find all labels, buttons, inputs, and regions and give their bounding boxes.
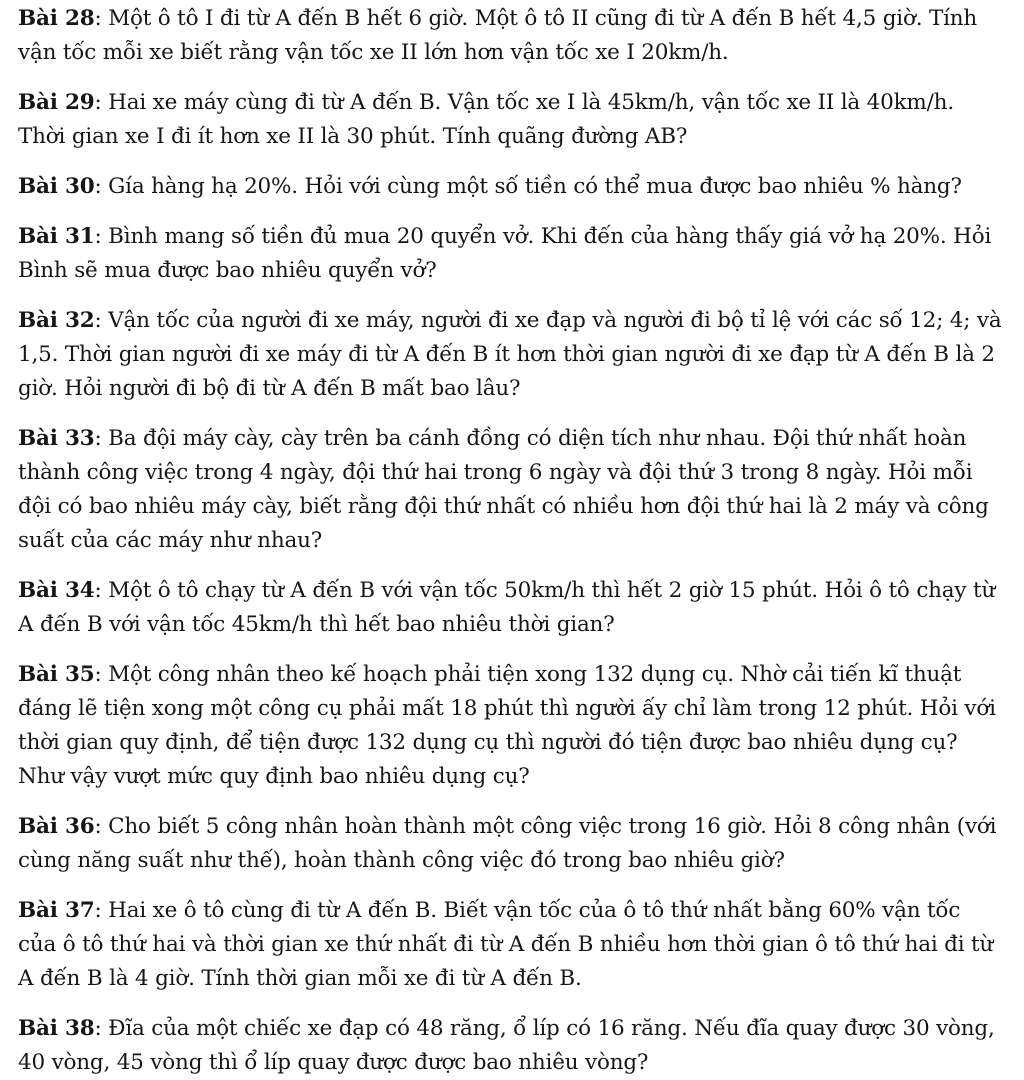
problem-text: : Đĩa của một chiếc xe đạp có 48 răng, ổ líp có 16 răng. Nếu đĩa quay được 30 vòng, 40 vòng, 45 vòng thì ổ líp quay được được bao nhiêu vòng? — [18, 1016, 995, 1075]
problem-text: : Hai xe máy cùng đi từ A đến B. Vận tốc xe I là 45km/h, vận tốc xe II là 40km/h. Thời gian xe I đi ít hơn xe II là 30 phút. Tính quãng đường AB? — [18, 90, 954, 149]
problem-35 — [18, 658, 1002, 794]
problem-label: Bài 31 — [18, 224, 95, 249]
problem-text: : Một ô tô chạy từ A đến B với vận tốc 50km/h thì hết 2 giờ 15 phút. Hỏi ô tô chạy từ A đến B với vận tốc 45km/h thì hết bao nhiêu thời gian? — [18, 578, 996, 637]
problem-text: : Một ô tô I đi từ A đến B hết 6 giờ. Một ô tô II cũng đi từ A đến B hết 4,5 giờ. Tính vận tốc mỗi xe biết rằng vận tốc xe II lớn hơn vận tốc xe I 20km/h. — [18, 6, 978, 65]
problem-text: : Vận tốc của người đi xe máy, người đi xe đạp và người đi bộ tỉ lệ với các số 12; 4; và 1,5. Thời gian người đi xe máy đi từ A đến B ít hơn thời gian người đi xe đạp từ A đến B là 2 giờ. Hỏi người đi bộ đi từ A đến B mất bao lâu? — [18, 308, 1002, 401]
problem-label: Bài 34 — [18, 578, 95, 603]
problem-label: Bài 37 — [18, 898, 95, 923]
problem-37 — [18, 894, 1002, 996]
problem-34 — [18, 574, 1002, 642]
problem-text: : Bình mang số tiền đủ mua 20 quyển vở. Khi đến của hàng thấy giá vở hạ 20%. Hỏi Bình sẽ mua được bao nhiêu quyển vở? — [18, 224, 992, 283]
problem-label: Bài 33 — [18, 426, 95, 451]
problem-text: : Gía hàng hạ 20%. Hỏi với cùng một số tiền có thể mua được bao nhiêu % hàng? — [94, 174, 962, 199]
problem-label: Bài 36 — [18, 814, 95, 839]
problem-38 — [18, 1012, 1002, 1080]
problem-label: Bài 28 — [18, 6, 95, 31]
problem-text: : Ba đội máy cày, cày trên ba cánh đồng có diện tích như nhau. Đội thứ nhất hoàn thành công việc trong 4 ngày, đội thứ hai trong 6 ngày và đội thứ 3 trong 8 ngày. Hỏi mỗi đội có bao nhiêu máy cày, biết rằng đội thứ nhất có nhiều hơn đội thứ hai là 2 máy và công suất của các máy như nhau? — [18, 426, 989, 553]
problem-label: Bài 38 — [18, 1016, 95, 1041]
problem-label: Bài 32 — [18, 308, 95, 333]
problem-label: Bài 35 — [18, 662, 95, 687]
problem-36 — [18, 810, 1002, 878]
problem-32 — [18, 304, 1002, 406]
problem-text: : Cho biết 5 công nhân hoàn thành một công việc trong 16 giờ. Hỏi 8 công nhân (với cùng năng suất như thế), hoàn thành công việc đó trong bao nhiêu giờ? — [18, 814, 997, 873]
problem-text: : Một công nhân theo kế hoạch phải tiện xong 132 dụng cụ. Nhờ cải tiến kĩ thuật đáng lẽ tiện xong một công cụ phải mất 18 phút thì người ấy chỉ làm trong 12 phút. Hỏi với thời gian quy định, để tiện được 132 dụng cụ thì người đó tiện được bao nhiêu dụng cụ? Như vậy vượt mức quy định bao nhiêu dụng cụ? — [18, 662, 996, 789]
problem-label: Bài 30 — [18, 174, 95, 199]
problem-30 — [18, 170, 1002, 204]
problem-33 — [18, 422, 1002, 558]
problem-29 — [18, 86, 1002, 154]
problem-text: : Hai xe ô tô cùng đi từ A đến B. Biết vận tốc của ô tô thứ nhất bằng 60% vận tốc của ô tô thứ hai và thời gian xe thứ nhất đi từ A đến B nhiều hơn thời gian ô tô thứ hai đi từ A đến B là 4 giờ. Tính thời gian mỗi xe đi từ A đến B. — [18, 898, 994, 991]
problem-31 — [18, 220, 1002, 288]
problem-28 — [18, 2, 1002, 70]
problem-label: Bài 29 — [18, 90, 95, 115]
